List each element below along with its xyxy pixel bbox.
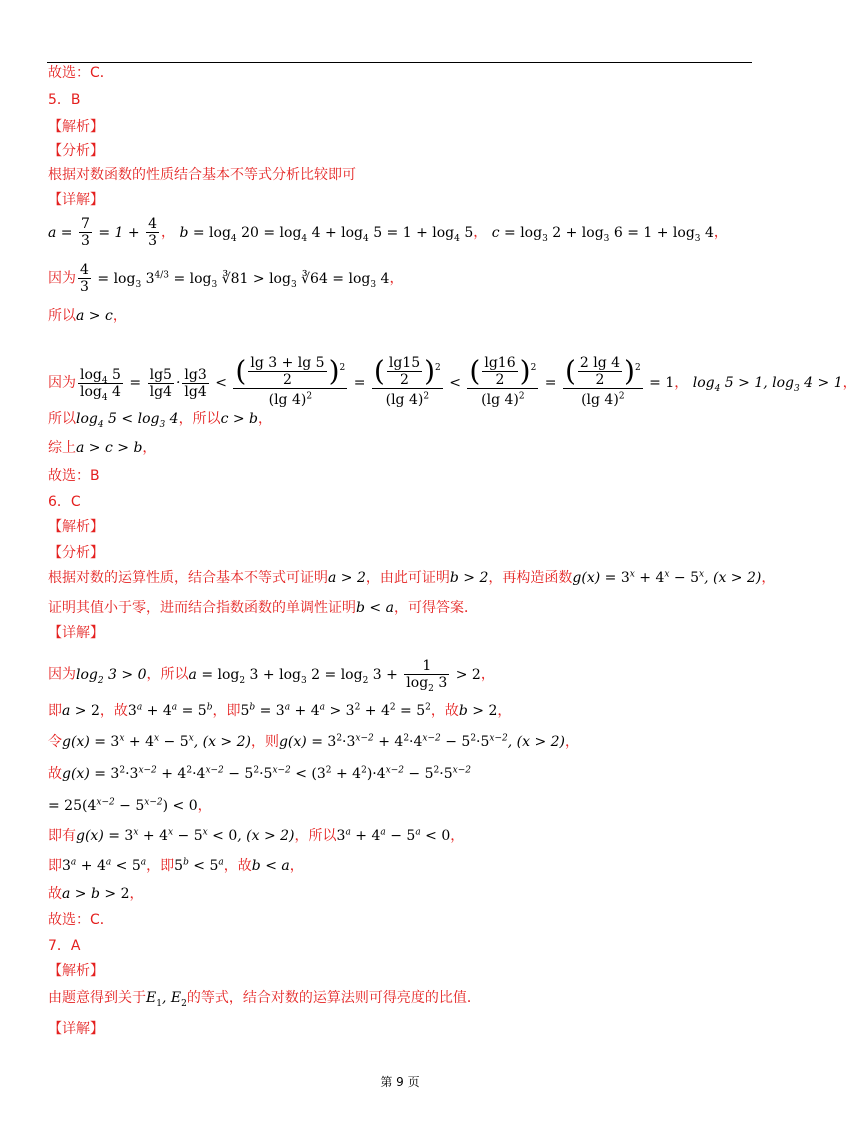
section-label: 【解析】 xyxy=(48,119,104,135)
page-number: 第 9 页 xyxy=(380,1075,420,1089)
formula-line: 因为 $\frac{4}{3}$ = $\log_3 3^{4/3} = \log_3$ ∛81 > $\log_3$ ∛64 = $\log_3 4$， xyxy=(48,262,404,295)
answer-line: 故选：B xyxy=(48,468,100,484)
analysis-text: 由题意得到关于$E_1$, $E_2$的等式，结合对数的运算法则可得亮度的比值． xyxy=(48,990,481,1009)
formula-line: 综上a > c > b， xyxy=(48,440,157,456)
header-rule xyxy=(47,62,752,63)
formula-line: 所以$\log_4 5 < \log_3 4$，所以c > b， xyxy=(48,411,272,430)
formula-line: a = $\frac{7}{3}$ = 1 + $\frac{4}{3}$ ， $b = \log_4 20 = \log_4 4 + \log_4 5 = 1 + \log_4 5$， $c = \log_3 2 + \log_3 6 = 1 + \log_3 4$， xyxy=(48,216,728,249)
formula-line: 故$g(x) = 3^2\cdot 3^{x-2} + 4^2\cdot 4^{x-2} - 5^2\cdot 5^{x-2} < (3^2 + 4^2)\cdot 4^{x-2} - 5^2\cdot 5^{x-2}$ xyxy=(48,765,471,782)
formula-line: 故a > b > 2， xyxy=(48,886,144,902)
section-label: 【详解】 xyxy=(48,192,104,208)
formula-line: 即$3^a + 4^a < 5^a$，即$5^b < 5^a$，故b < a， xyxy=(48,857,304,874)
question-heading: 5．B xyxy=(48,92,81,108)
section-label: 【分析】 xyxy=(48,545,104,561)
section-label: 【分析】 xyxy=(48,143,104,159)
section-label: 【详解】 xyxy=(48,625,104,641)
formula-line: 因为 $\frac{\log_4 5}{\log_4 4}$ = $\frac{\lg 5}{\lg 4}$ · $\frac{\lg 3}{\lg 4}$ < ( $\frac{\lg 3 + \lg 5}{2}$ )$^2$ (lg 4)$^2$ = ( $\frac{\lg 15}{2}$ )$^2$ (lg 4)$^2$ < ( $\frac{\lg 16}{2}$ )$^2$ (lg 4)$^2$ = ( $\frac{2 \lg 4}{2}$ )$^2$ (lg 4)$^2$ = 1， $\log_4 5 > 1$, $\log_3 4 > 1$， xyxy=(48,354,857,408)
section-label: 【详解】 xyxy=(48,1021,104,1037)
question-heading: 7．A xyxy=(48,938,81,954)
formula-line: 即a > 2，故$3^a + 4^a = 5^b$，即$5^b = 3^a + 4^a > 3^2 + 4^2 = 5^2$，故b > 2， xyxy=(48,702,512,719)
analysis-text: 证明其值小于零，进而结合指数函数的单调性证明b < a，可得答案． xyxy=(48,600,478,616)
analysis-text: 根据对数函数的性质结合基本不等式分析比较即可 xyxy=(48,167,356,183)
analysis-text: 根据对数的运算性质，结合基本不等式可证明a > 2，由此可证明b > 2，再构造函数$g(x) = 3^x + 4^x - 5^x$, (x > 2)， xyxy=(48,569,776,586)
answer-line: 故选：C． xyxy=(48,912,114,928)
formula-line: = $25(4^{x-2} - 5^{x-2}) < 0$， xyxy=(48,797,212,814)
formula-line: 因为$\log_2 3 > 0$，所以$a = \log_2 3 + \log_3 2 = \log_2 3$ + $\frac{1}{\log_2 3}$ > 2， xyxy=(48,658,495,694)
formula-line: 即有$g(x) = 3^x + 4^x - 5^x < 0$, (x > 2)，所以$3^a + 4^a - 5^a < 0$， xyxy=(48,827,465,844)
formula-line: 所以a > c， xyxy=(48,308,127,324)
question-heading: 6．C xyxy=(48,494,81,510)
formula-line: 令$g(x) = 3^x + 4^x - 5^x$, (x > 2)，则$g(x) = 3^2\cdot 3^{x-2} + 4^2\cdot 4^{x-2} - 5^2\cdot 5^{x-2}$, (x > 2)， xyxy=(48,733,580,750)
answer-line: 故选：C． xyxy=(48,65,114,81)
section-label: 【解析】 xyxy=(48,519,104,535)
section-label: 【解析】 xyxy=(48,963,104,979)
